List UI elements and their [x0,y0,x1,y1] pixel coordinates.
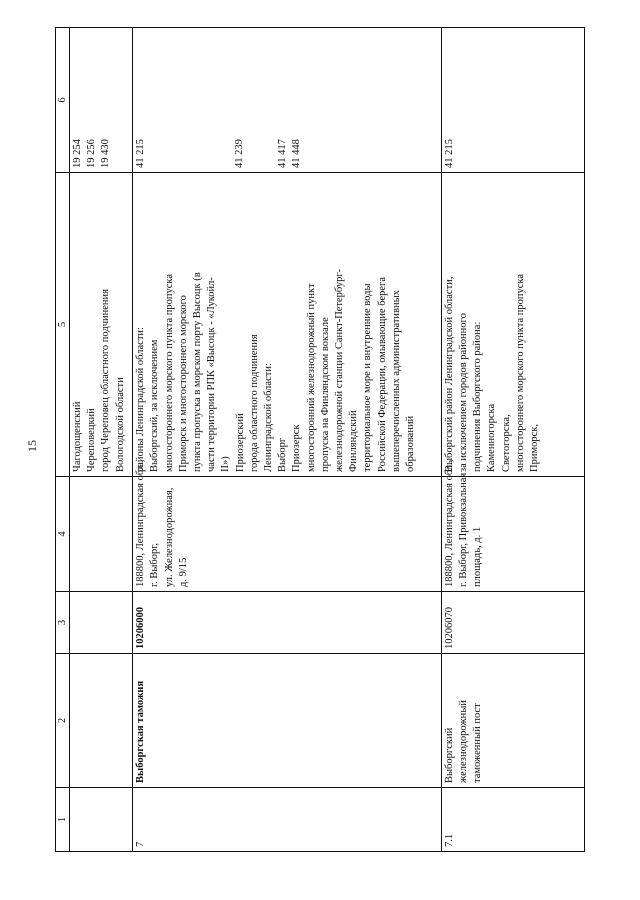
cell-name [441,654,584,788]
okato-code: 41 215 [135,139,147,168]
okato-spacer [163,32,177,168]
okato-spacer [262,32,276,168]
okato-code: 41 215 [443,139,455,168]
table-row-vyborg-railway-post [441,28,584,852]
address-line: г. Выборг, Привокзальная [457,472,469,587]
header-row [56,28,70,852]
header-col-4: 4 [56,477,70,592]
cell-address [70,477,133,592]
cell-name: Выборгская таможня [133,654,442,788]
cell-okato [441,28,584,173]
page-number: 15 [25,440,39,452]
cell-territory [70,173,133,477]
okato-code: 41 239 [234,139,246,168]
territory-line: Российской Федерации, омывающие берега [376,276,388,472]
cell-num: 7 [133,788,442,852]
territory-line: Финляндский [348,410,360,472]
cell-okato [70,28,133,173]
territory-line: за исключением городов районного [457,313,469,472]
address-line: г. Выборг, [149,542,161,587]
cell-num [70,788,133,852]
name-line: Выборгский [443,727,455,783]
name-line: железнодорожный [457,700,469,783]
okato-spacer [177,32,191,168]
okato-code: 19 430 [100,139,112,168]
territory-line: Приморск и многостороннего морского [177,295,189,472]
territory-line: многостороннего морского пункта пропуска [163,274,175,472]
territory-line: Приморск, [528,424,540,472]
cell-code: 10206070 [441,592,584,654]
cell-address [441,459,584,592]
name-line: таможенный пост [472,703,484,783]
okato-code: 19 256 [86,139,98,168]
rotated-sheet [55,28,585,852]
territory-line: Выборг [277,437,289,472]
okato-spacer [148,32,162,168]
okato-spacer [219,32,233,168]
okato-spacer [205,32,219,168]
territory-line: Чагодощенский [72,401,84,472]
table-row-vyborg-customs [133,28,442,852]
header-col-1: 1 [56,788,70,852]
territory-line: Выборгский, за исключением [149,339,161,472]
address-line: 188800, Ленинградская обл., [135,459,147,587]
okato-spacer [191,32,205,168]
territory-line: образований [404,415,416,472]
header-col-3: 3 [56,592,70,654]
territory-line: город Череповец областного подчинения [100,289,112,472]
territory-line: Вологодской области [114,377,126,472]
cell-code: 10206000 [133,592,442,654]
territory-line: пункта пропуска в морском порту Высоцк (в [191,272,203,472]
territory-line: пропуска на Финляндском вокзале [319,317,331,472]
okato-spacer [248,32,262,168]
header-col-2: 2 [56,654,70,788]
territory-line: железнодорожной станции Санкт-Петербург- [333,268,345,472]
address-line: площадь, д. 1 [472,526,484,587]
territory-line: вышеперечисленных административных [390,290,402,472]
territory-line: части территории РПК «Высоцк - «Лукойл- [206,277,218,472]
territory-line: районы Ленинградской области: [135,327,147,472]
header-col-5: 5 [56,173,70,477]
territory-line: территориальное море и внутренние воды [362,283,374,472]
cell-territory [441,173,584,477]
territory-line: многостороннего морского пункта пропуска [514,274,526,472]
cell-name [70,654,133,788]
address-line: д. 9/15 [177,557,189,587]
customs-table [55,27,585,852]
cell-okato [133,28,442,173]
cell-num: 7.1 [441,788,584,852]
territory-line: города областного подчинения [248,334,260,472]
territory-line: подчинения Выборгского района: [472,321,484,472]
okato-code: 19 254 [72,139,84,168]
territory-line: Светогорска, [500,414,512,472]
cell-territory [133,173,442,477]
territory-line: Выборгский район Ленинградской области, [443,276,455,472]
territory-line: Приозерск [291,424,303,472]
territory-line: Ленинградской области: [262,363,274,472]
okato-code: 41 448 [291,139,303,168]
territory-line: Приозерский [234,413,246,472]
okato-code: 41 417 [277,139,289,168]
header-col-6: 6 [56,28,70,173]
cell-code [70,592,133,654]
territory-line: многосторонний железнодорожный пункт [305,283,317,472]
territory-line: II») [220,456,232,472]
territory-line: Каменногорска [486,403,498,472]
table-row-continuation [70,28,133,852]
address-line: 188800, Ленинградская обл., [443,459,455,587]
territory-line: Череповецкий [86,408,98,472]
address-line: ул. Железнодорожная, [163,487,175,587]
